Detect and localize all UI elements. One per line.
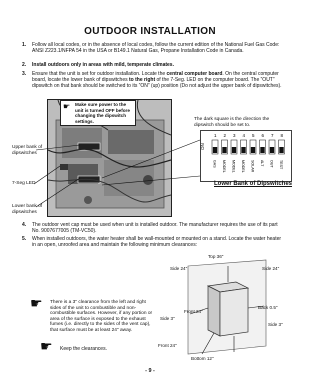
dip-number: 1 bbox=[214, 133, 217, 138]
dip-switch-label: MODEL bbox=[222, 160, 226, 173]
dipswitch-note: The dark square is the direction the dipswitch should be set to. bbox=[194, 117, 270, 128]
page-number: - 9 - bbox=[145, 368, 155, 374]
dip-number: 7 bbox=[271, 133, 274, 138]
hand-icon: ☛ bbox=[63, 102, 71, 111]
dip-switch-label: MODEL bbox=[231, 160, 236, 173]
clearance-note: There is a 3" clearance from the left and right sides of the unit to combustible and non-combustible surfaces. However, if any portion or area of the surface is exposed to the exhaust fumes (i.e. directly to the sides of the vent cap), that surface must be at least 24" away. bbox=[50, 300, 153, 333]
dip-number: 2 bbox=[223, 133, 227, 138]
dip-number: 5 bbox=[252, 133, 255, 138]
dim-back: Back 0.5" bbox=[258, 305, 278, 310]
power-off-callout: ☛ Make sure power to the unit is turned OFF before changing the dipswitch settings. bbox=[60, 100, 136, 126]
dim-side-left: Side 24" bbox=[170, 266, 188, 271]
dip-switch-knob bbox=[279, 147, 283, 153]
page-title: OUTDOOR INSTALLATION bbox=[84, 26, 216, 37]
step-5-number: 5. bbox=[22, 236, 27, 242]
dip-number: 3 bbox=[233, 133, 236, 138]
dim-front-outer: Front 24" bbox=[158, 343, 177, 348]
step-5-text: When installed outdoors, the water heater shall be wall-mounted or mounted on a stand. Locate the water heater in an open, unroofed area and maintain the following minimum clearances: bbox=[32, 236, 282, 249]
step-3-text: Ensure that the unit is set for outdoor installation. Locate the central computer board. On the central computer board, locate the lower bank of dipswitches to the right of the 7-Seg. LED on the computer board. The “OUT” dipswitch on that bank should be switched to its “ON” (up) position (Do not adjust the upper bank of dipswitches). bbox=[32, 71, 282, 90]
step-2-text: Install outdoors only in areas with mild, temperate climates. bbox=[32, 62, 174, 68]
step-1-text: Follow all local codes, or in the absence of local codes, follow the current edition of the National Fuel Gas Code: ANSI Z223.1/NFPA 54 in the USA or B149.1 Natural Gas, Propane Installation Code in Canada. bbox=[32, 42, 280, 55]
dim-side3-left: Side 3" bbox=[160, 316, 175, 321]
dip-switch-label: ALT bbox=[260, 160, 264, 167]
dip-switch-knob bbox=[241, 147, 245, 153]
dip-switch-label: TEST bbox=[279, 160, 283, 170]
seg-led-label: 7-Seg LED bbox=[12, 181, 36, 186]
hand-icon: ☛ bbox=[30, 295, 43, 311]
dim-side3-right: Side 3" bbox=[268, 322, 283, 327]
clearance-diagram bbox=[158, 258, 288, 368]
dip-switch-label: OUT bbox=[269, 160, 274, 168]
dim-side-right: Side 24" bbox=[262, 266, 280, 271]
dip-number: 6 bbox=[261, 133, 265, 138]
step-3-number: 3. bbox=[22, 71, 27, 77]
dim-top: Top 36" bbox=[208, 254, 224, 259]
step-4-number: 4. bbox=[22, 222, 27, 228]
lower-bank-label: Lower bank of dipswitches bbox=[12, 204, 43, 215]
dip-switch-knob bbox=[213, 147, 217, 153]
dipswitch-caption: Lower Bank of Dipswitches bbox=[214, 181, 293, 187]
step-4-text: The outdoor vent cap must be used when unit is installed outdoor. The manufacturer requires the use of its part No. 9007677005 (TM-VC50). bbox=[32, 222, 278, 235]
keep-clearances-text: Keep the clearances. bbox=[60, 346, 107, 352]
hand-icon: ☛ bbox=[40, 338, 53, 354]
dip-switch-knob bbox=[260, 147, 264, 153]
dip-on-label: ON bbox=[200, 143, 205, 150]
dim-front-inner: Front 24" bbox=[184, 309, 203, 314]
step-5 bbox=[22, 236, 284, 248]
dip-switch-knob bbox=[232, 147, 236, 153]
dip-number: 8 bbox=[280, 133, 284, 138]
dip-switch-knob bbox=[222, 147, 226, 153]
step-4 bbox=[22, 222, 284, 234]
dip-switch-label: GAS bbox=[212, 160, 217, 168]
dip-switch-label: SOLAR bbox=[250, 160, 255, 173]
dip-number: 4 bbox=[242, 133, 246, 138]
dipswitch-diagram bbox=[200, 130, 292, 182]
step-1-number: 1. bbox=[22, 42, 27, 48]
dip-switch-knob bbox=[251, 147, 255, 153]
dim-bottom: Bottom 12" bbox=[191, 356, 214, 361]
upper-bank-label: Upper bank of dipswitches bbox=[12, 145, 43, 156]
dip-switch-label: MODEL bbox=[241, 160, 245, 173]
dip-switch-knob bbox=[270, 147, 274, 153]
step-2-number: 2. bbox=[22, 62, 27, 68]
